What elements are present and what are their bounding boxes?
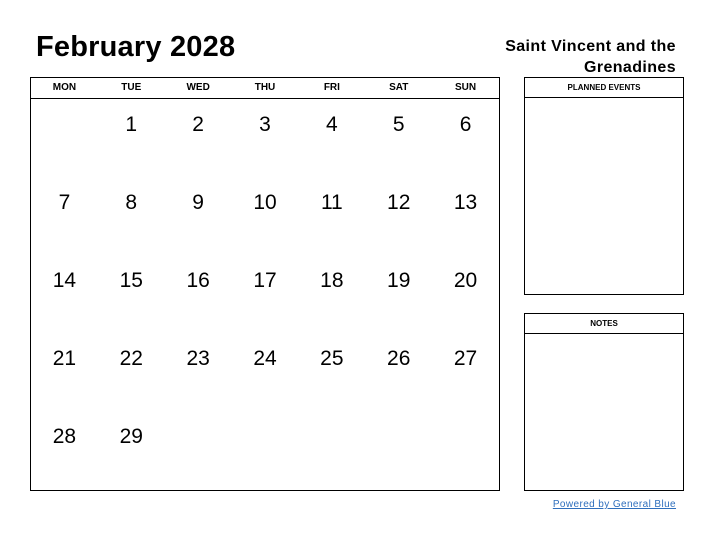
planned-events-panel: [524, 77, 684, 295]
day-cell: [31, 99, 98, 177]
day-cell: 16: [186, 269, 210, 292]
page-title: February 2028: [36, 31, 236, 63]
day-cell: 17: [253, 269, 277, 292]
weekday-sun: SUN: [455, 82, 477, 93]
day-cell: 28: [52, 425, 77, 448]
day-cell: 21: [52, 347, 77, 370]
day-cell: 14: [52, 269, 77, 292]
day-cell: 24: [253, 347, 277, 370]
day-cell: 7: [58, 191, 71, 214]
day-cell: 11: [320, 191, 343, 214]
weekday-mon: MON: [52, 82, 77, 93]
day-cell: [165, 411, 232, 489]
weekday-sat: SAT: [389, 82, 409, 93]
day-cell: 4: [326, 113, 338, 136]
day-cell: 5: [392, 113, 405, 136]
country-name: Saint Vincent and the Grenadines: [505, 38, 676, 76]
day-cell: 19: [387, 269, 411, 292]
day-cell: 3: [259, 113, 271, 136]
weekday-fri: FRI: [323, 82, 340, 93]
day-cell: 27: [453, 347, 478, 370]
day-cell: 12: [387, 191, 411, 214]
day-cell: 10: [253, 191, 277, 214]
day-cell: 1: [125, 113, 138, 136]
day-cell: 9: [192, 191, 204, 214]
notes-panel: [524, 313, 684, 491]
day-cell: 8: [125, 191, 138, 214]
weekday-header: [31, 78, 499, 99]
powered-by-link[interactable]: Powered by General Blue: [552, 499, 676, 510]
day-cell: 2: [192, 113, 204, 136]
day-cell: 15: [119, 269, 143, 292]
day-cell: [298, 411, 365, 489]
weekday-wed: WED: [186, 82, 210, 93]
day-cell: 23: [186, 347, 210, 370]
day-cell: 22: [119, 347, 143, 370]
day-cell: [432, 411, 499, 489]
notes-heading: NOTES: [525, 314, 683, 334]
day-cell: 26: [387, 347, 411, 370]
day-cell: [365, 411, 432, 489]
planned-events-heading: PLANNED EVENTS: [525, 78, 683, 98]
day-cell: 20: [453, 269, 478, 292]
day-cell: 29: [119, 425, 143, 448]
day-cell: 13: [453, 191, 478, 214]
day-cell: 25: [320, 347, 344, 370]
weekday-tue: TUE: [121, 82, 142, 93]
day-cell: 18: [320, 269, 344, 292]
day-cell: 6: [459, 113, 472, 136]
day-cell: [232, 411, 299, 489]
day-grid: [31, 99, 499, 489]
calendar-grid: [30, 77, 500, 491]
weekday-thu: THU: [254, 82, 276, 93]
